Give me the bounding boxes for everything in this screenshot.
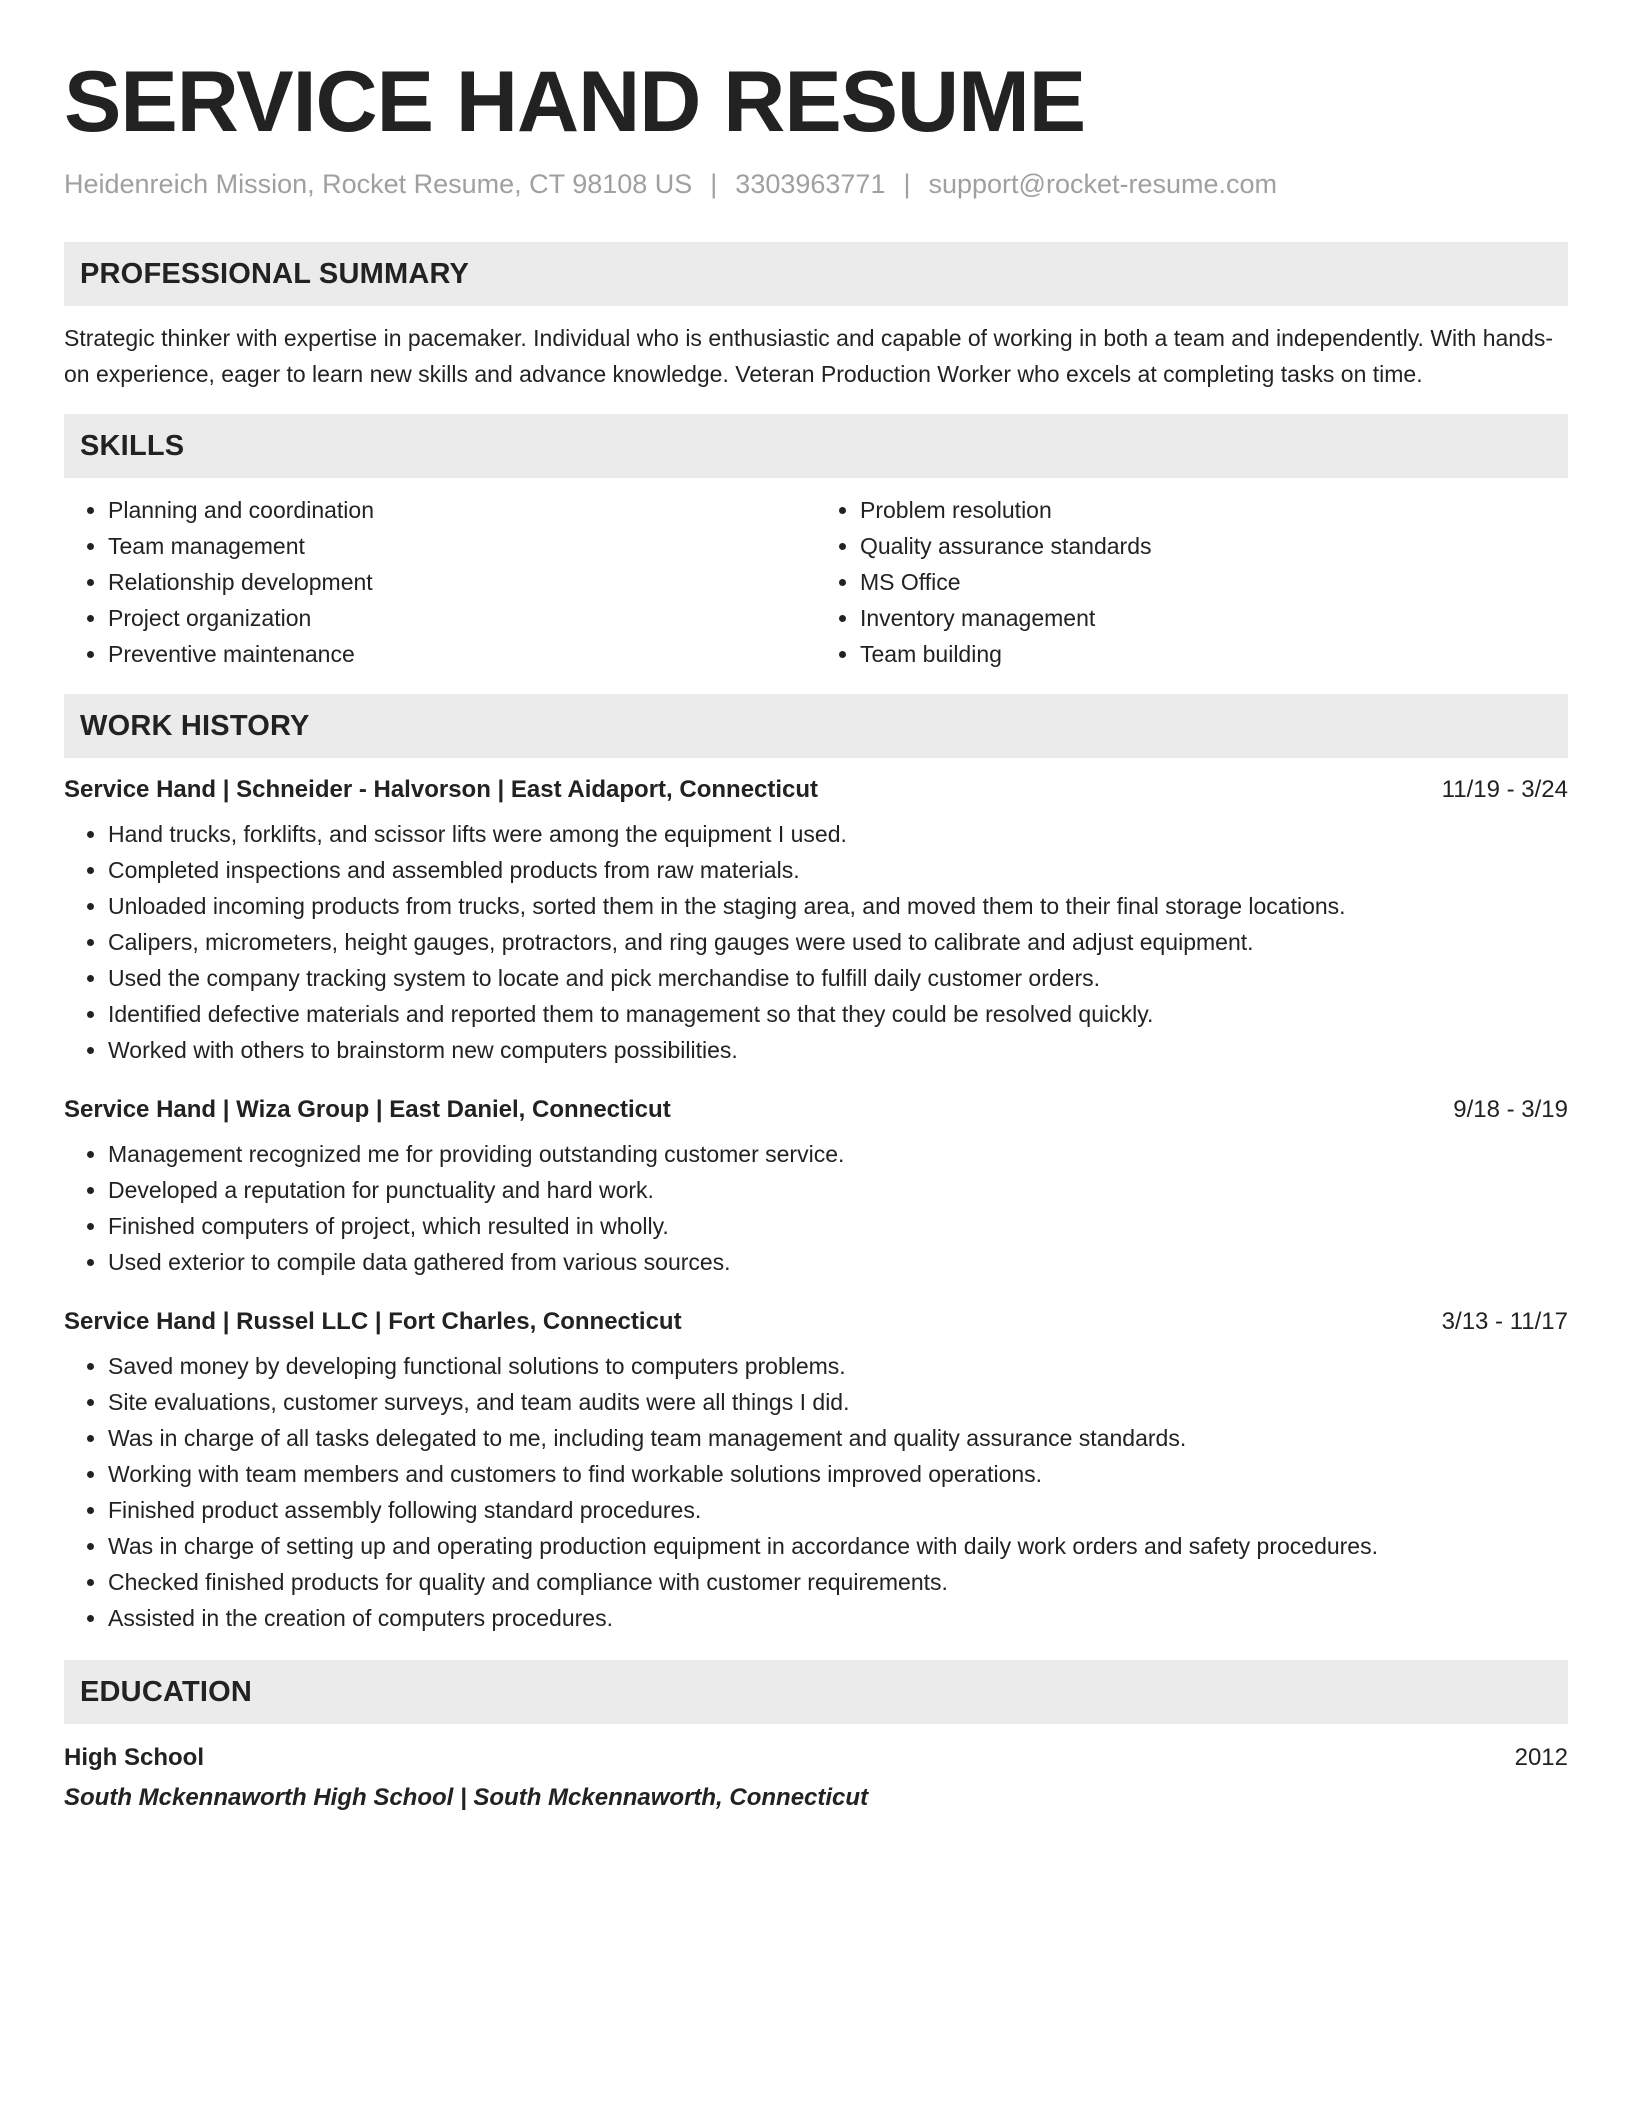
job-bullet: • Unloaded incoming products from trucks, sorted them in the staging area, and moved them to their final storage locations. — [108, 888, 1568, 924]
skill-item: • Preventive maintenance — [108, 636, 816, 672]
skill-item: • Inventory management — [860, 600, 1568, 636]
job-bullet: • Hand trucks, forklifts, and scissor lifts were among the equipment I used. — [108, 816, 1568, 852]
contact-line — [64, 164, 1568, 204]
job-dates: 11/19 - 3/24 — [1441, 776, 1568, 803]
job-bullet: • Developed a reputation for punctuality and hard work. — [108, 1172, 1568, 1208]
education-school: South Mckennaworth High School | South Mckennaworth, Connecticut — [64, 1784, 869, 1811]
job-bullet: • Worked with others to brainstorm new computers possibilities. — [108, 1032, 1568, 1068]
education-entry — [64, 1740, 1568, 1816]
job-bullet: • Site evaluations, customer surveys, and team audits were all things I did. — [108, 1384, 1568, 1420]
job-entry — [64, 1304, 1568, 1636]
summary-text: Strategic thinker with expertise in pacemaker. Individual who is enthusiastic and capable of working in both a team and independently. With hands-on experience, eager to learn new skills and advance knowledge. Veteran Production Worker who excels at completing tasks on time. — [64, 325, 1554, 387]
contact-separator: | — [710, 169, 718, 199]
job-bullet: • Used exterior to compile data gathered from various sources. — [108, 1244, 1568, 1280]
education-header — [64, 1740, 1568, 1776]
job-title: Service Hand | Schneider - Halvorson | East Aidaport, Connecticut — [64, 776, 819, 803]
job-bullet: • Management recognized me for providing outstanding customer service. — [108, 1136, 1568, 1172]
skills-list — [64, 492, 1568, 672]
job-bullet: • Calipers, micrometers, height gauges, protractors, and ring gauges were used to calibrate and adjust equipment. — [108, 924, 1568, 960]
job-dates: 9/18 - 3/19 — [1453, 1096, 1568, 1123]
job-bullet: • Checked finished products for quality and compliance with customer requirements. — [108, 1564, 1568, 1600]
job-title: Service Hand | Russel LLC | Fort Charles, Connecticut — [64, 1308, 682, 1335]
section-header-skills: SKILLS — [64, 414, 1568, 478]
job-dates: 3/13 - 11/17 — [1441, 1308, 1568, 1335]
section-header-work: WORK HISTORY — [64, 694, 1568, 758]
job-bullet: • Was in charge of setting up and operating production equipment in accordance with daily work orders and safety procedures. — [108, 1528, 1568, 1564]
skill-item: • Planning and coordination — [108, 492, 816, 528]
skills-column-right — [816, 492, 1568, 672]
contact-email: support@rocket-resume.com — [928, 169, 1278, 199]
job-title: Service Hand | Wiza Group | East Daniel, Connecticut — [64, 1096, 671, 1123]
education-degree: High School — [64, 1744, 204, 1771]
skill-item: • Problem resolution — [860, 492, 1568, 528]
education-year: 2012 — [1514, 1744, 1568, 1771]
job-bullets — [64, 816, 1568, 1068]
job-header — [64, 1092, 1568, 1128]
job-bullet: • Assisted in the creation of computers procedures. — [108, 1600, 1568, 1636]
job-entry — [64, 1092, 1568, 1280]
contact-address: Heidenreich Mission, Rocket Resume, CT 98108 US — [64, 169, 693, 199]
job-header — [64, 1304, 1568, 1340]
job-header — [64, 772, 1568, 808]
skill-item: • Quality assurance standards — [860, 528, 1568, 564]
resume-title: SERVICE HAND RESUME — [64, 54, 1086, 150]
job-bullet: • Finished product assembly following standard procedures. — [108, 1492, 1568, 1528]
skill-item: • Team building — [860, 636, 1568, 672]
job-bullet: • Saved money by developing functional solutions to computers problems. — [108, 1348, 1568, 1384]
job-entry — [64, 772, 1568, 1068]
job-bullet: • Finished computers of project, which resulted in wholly. — [108, 1208, 1568, 1244]
contact-phone: 3303963771 — [735, 169, 886, 199]
contact-separator: | — [903, 169, 911, 199]
skill-item: • Project organization — [108, 600, 816, 636]
skill-item: • Relationship development — [108, 564, 816, 600]
job-bullets — [64, 1136, 1568, 1280]
job-bullet: • Working with team members and customers to find workable solutions improved operations. — [108, 1456, 1568, 1492]
skill-item: • Team management — [108, 528, 816, 564]
job-bullet: • Was in charge of all tasks delegated to me, including team management and quality assurance standards. — [108, 1420, 1568, 1456]
job-bullets — [64, 1348, 1568, 1636]
job-bullet: • Used the company tracking system to locate and pick merchandise to fulfill daily customer orders. — [108, 960, 1568, 996]
section-header-summary: PROFESSIONAL SUMMARY — [64, 242, 1568, 306]
skill-item: • MS Office — [860, 564, 1568, 600]
skills-column-left — [64, 492, 816, 672]
job-bullet: • Completed inspections and assembled products from raw materials. — [108, 852, 1568, 888]
job-bullet: • Identified defective materials and reported them to management so that they could be resolved quickly. — [108, 996, 1568, 1032]
section-header-education: EDUCATION — [64, 1660, 1568, 1724]
